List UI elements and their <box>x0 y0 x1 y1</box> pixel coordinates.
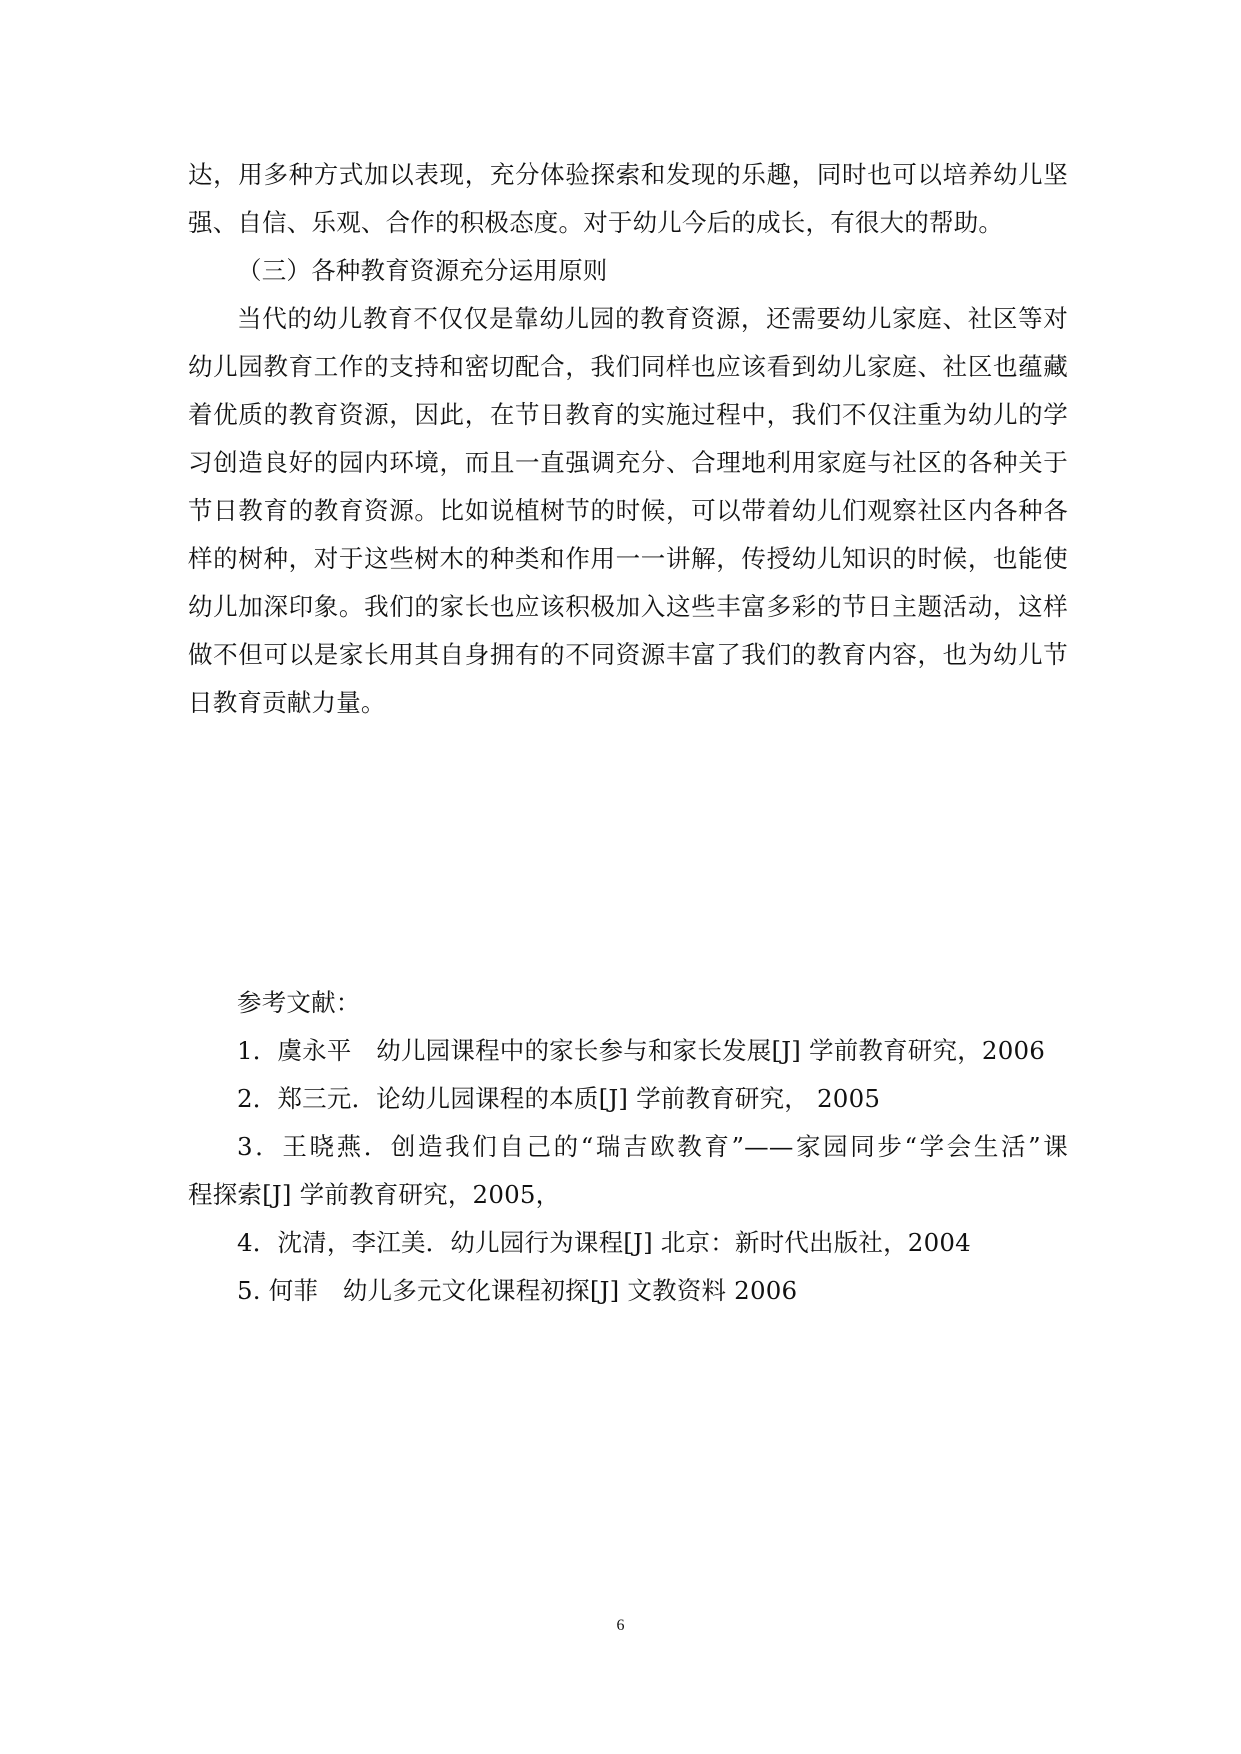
body-line: 幼儿加深印象。我们的家长也应该积极加入这些丰富多彩的节日主题活动，这样 <box>188 592 1068 621</box>
body-line: 强、自信、乐观、合作的积极态度。对于幼儿今后的成长，有很大的帮助。 <box>188 208 1004 237</box>
body-line: 当代的幼儿教育不仅仅是靠幼儿园的教育资源，还需要幼儿家庭、社区等对 <box>237 304 1068 333</box>
reference-item: 1．虞永平 幼儿园课程中的家长参与和家长发展[J] 学前教育研究，2006 <box>237 1036 1046 1065</box>
reference-item: 3．王晓燕．创造我们自己的“瑞吉欧教育”——家园同步“学会生活”课 <box>237 1132 1068 1161</box>
body-line: 习创造良好的园内环境，而且一直强调充分、合理地利用家庭与社区的各种关于 <box>188 448 1068 477</box>
page-number: 6 <box>616 1617 625 1634</box>
body-line: 日教育贡献力量。 <box>188 688 386 717</box>
reference-item: 4．沈清，李江美．幼儿园行为课程[J] 北京：新时代出版社，2004 <box>237 1228 971 1257</box>
body-line: 着优质的教育资源，因此，在节日教育的实施过程中，我们不仅注重为幼儿的学 <box>188 400 1068 429</box>
section-heading: （三）各种教育资源充分运用原则 <box>237 256 608 285</box>
references-heading: 参考文献： <box>237 988 361 1017</box>
body-line: 节日教育的教育资源。比如说植树节的时候，可以带着幼儿们观察社区内各种各 <box>188 496 1068 525</box>
reference-item: 2．郑三元．论幼儿园课程的本质[J] 学前教育研究， 2005 <box>237 1084 881 1113</box>
body-line: 幼儿园教育工作的支持和密切配合，我们同样也应该看到幼儿家庭、社区也蕴藏 <box>188 352 1068 381</box>
body-line: 达，用多种方式加以表现，充分体验探索和发现的乐趣，同时也可以培养幼儿坚 <box>188 160 1068 189</box>
body-line: 做不但可以是家长用其自身拥有的不同资源丰富了我们的教育内容，也为幼儿节 <box>188 640 1068 669</box>
body-line: 样的树种，对于这些树木的种类和作用一一讲解，传授幼儿知识的时候，也能使 <box>188 544 1068 573</box>
reference-item-continuation: 程探索[J] 学前教育研究，2005， <box>188 1180 561 1209</box>
reference-item: 5. 何菲 幼儿多元文化课程初探[J] 文教资料 2006 <box>237 1276 798 1305</box>
